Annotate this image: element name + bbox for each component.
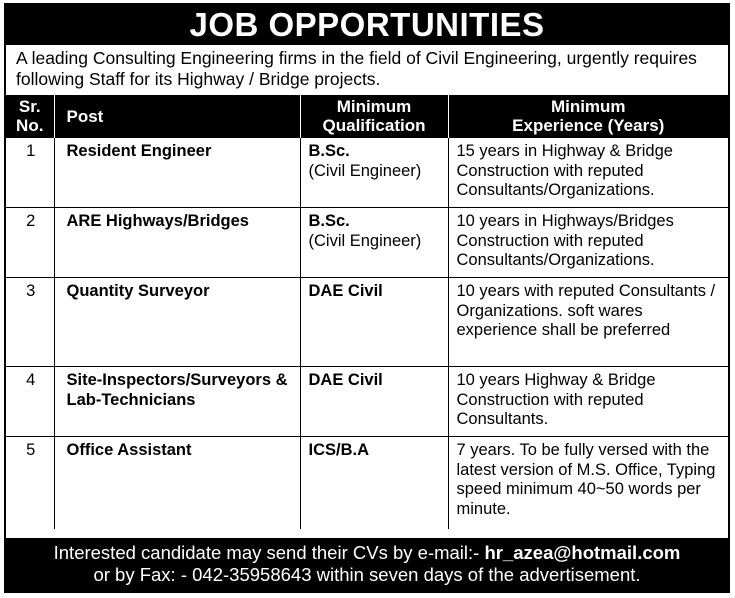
table-row — [6, 367, 728, 437]
qualification-sub: (Civil Engineer) — [308, 161, 422, 180]
qualification-main: DAE Civil — [308, 282, 383, 300]
footer-line-2: or by Fax: - 042-35958643 within seven days of the advertisement. — [93, 564, 641, 585]
job-advertisement — [4, 3, 730, 593]
table-row — [6, 208, 728, 278]
row-qualification — [300, 138, 448, 208]
header-sr-label: Sr. — [18, 97, 41, 116]
row-experience: 7 years. To be fully versed with the latest version of M.S. Office, Typing speed minimum 40~50 words per minute. — [448, 437, 728, 529]
header-post — [54, 95, 300, 138]
row-sr: 5 — [6, 437, 54, 529]
row-experience: 15 years in Highway & Bridge Construction with reputed Consultants/Organizations. — [448, 138, 728, 208]
row-post: Quantity Surveyor — [54, 278, 300, 367]
row-qualification — [300, 278, 448, 367]
intro-text: A leading Consulting Engineering firms in the field of Civil Engineering, urgently requires following Staff for its Highway / Bridge projects. — [16, 48, 697, 89]
qualification-main: ICS/B.A — [308, 441, 370, 459]
row-post: ARE Highways/Bridges — [54, 208, 300, 278]
header-no-label: No. — [16, 116, 44, 135]
row-experience: 10 years in Highways/Bridges Construction with reputed Consultants/Organizations. — [448, 208, 728, 278]
row-post: Site-Inspectors/Surveyors & Lab-Technicians — [54, 367, 300, 437]
row-sr: 3 — [6, 278, 54, 367]
row-qualification — [300, 367, 448, 437]
header-exp-line2: Experience (Years) — [512, 116, 665, 135]
contact-footer — [6, 538, 728, 591]
qualification-main: B.Sc. — [308, 142, 350, 160]
footer-email-prefix: Interested candidate may send their CVs by e-mail:- — [53, 542, 485, 563]
row-sr: 1 — [6, 138, 54, 208]
qualification-sub: (Civil Engineer) — [308, 231, 422, 250]
ad-title: JOB OPPORTUNITIES — [6, 5, 728, 45]
row-qualification — [300, 437, 448, 529]
row-post: Office Assistant — [54, 437, 300, 529]
row-experience: 10 years with reputed Consultants / Organizations. soft wares experience shall be preferred — [448, 278, 728, 367]
row-sr: 4 — [6, 367, 54, 437]
jobs-table — [6, 95, 728, 529]
row-post: Resident Engineer — [54, 138, 300, 208]
table-row — [6, 278, 728, 367]
header-qual-line1: Minimum — [336, 97, 412, 116]
header-qualification — [300, 95, 448, 138]
row-experience: 10 years Highway & Bridge Construction with reputed Consultants. — [448, 367, 728, 437]
table-row — [6, 138, 728, 208]
header-qual-line2: Qualification — [322, 116, 426, 135]
table-header-row — [6, 95, 728, 138]
email-link[interactable]: hr_azea@hotmail.com — [484, 542, 681, 563]
header-exp-line1: Minimum — [550, 97, 626, 116]
row-sr: 2 — [6, 208, 54, 278]
qualification-main: B.Sc. — [308, 212, 350, 230]
footer-line-1 — [6, 542, 728, 564]
row-qualification — [300, 208, 448, 278]
header-sr-no — [6, 95, 54, 138]
header-experience — [448, 95, 728, 138]
table-row — [6, 437, 728, 529]
qualification-main: DAE Civil — [308, 371, 383, 389]
header-post-label: Post — [66, 106, 104, 126]
